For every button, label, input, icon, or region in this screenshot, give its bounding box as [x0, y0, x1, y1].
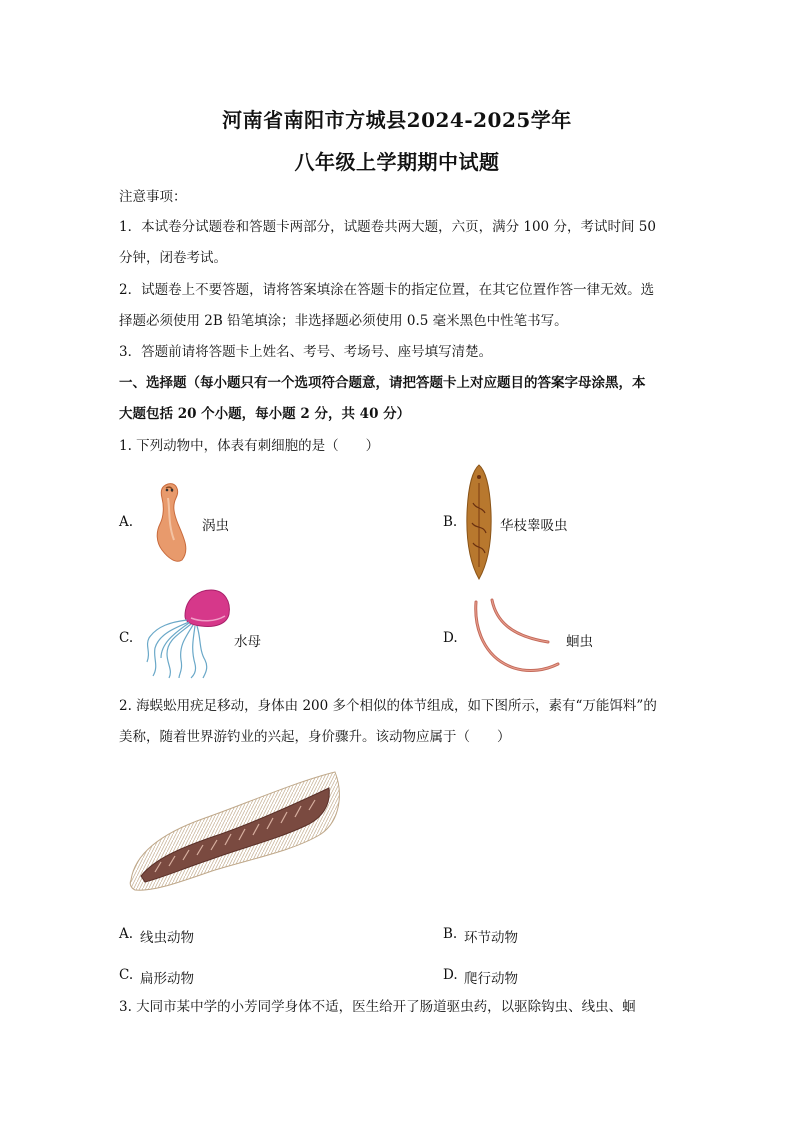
jellyfish-image: [145, 588, 233, 680]
exam-title-line2: 八年级上学期期中试题: [294, 150, 500, 174]
question-2-stem-cont: 美称，随着世界游钓业的兴起，身价骤升。该动物应属于（ ）: [119, 729, 511, 745]
q2-option-d-letter: D.: [443, 967, 458, 983]
q1-option-b-letter: B.: [443, 514, 458, 530]
notice-heading: 注意事项：: [119, 189, 187, 205]
q2-option-a-letter: A.: [119, 926, 134, 942]
q2-option-b-letter: B.: [443, 926, 458, 942]
question-1-stem: 1. 下列动物中，体表有刺细胞的是（ ）: [119, 438, 380, 454]
q1-option-d-letter: D.: [443, 630, 458, 646]
q2-option-c-text: 扁形动物: [140, 971, 194, 987]
notice-item-3: 3．答题前请将答题卡上姓名、考号、考场号、座号填写清楚。: [119, 344, 493, 360]
notice-item-1-cont: 分钟，闭卷考试。: [119, 250, 227, 266]
q1-option-c-letter: C.: [119, 630, 134, 646]
q1-option-a-text: 涡虫: [202, 518, 229, 534]
q2-option-a-text: 线虫动物: [140, 930, 194, 946]
planarian-image: [150, 480, 195, 565]
notice-item-2-cont: 择题必须使用 2B 铅笔填涂；非选择题必须使用 0.5 毫米黑色中性笔书写。: [119, 313, 568, 329]
q2-option-d-text: 爬行动物: [464, 971, 518, 987]
sea-centipede-image: [125, 762, 347, 900]
liver-fluke-image: [464, 463, 494, 581]
exam-title-line1: 河南省南阳市方城县2024-2025学年: [222, 108, 572, 132]
q1-option-d-text: 蛔虫: [566, 634, 593, 650]
notice-item-2: 2．试题卷上不要答题，请将答案填涂在答题卡的指定位置，在其它位置作答一律无效。选: [119, 282, 655, 298]
q1-option-a-letter: A.: [119, 514, 134, 530]
q2-option-b-text: 环节动物: [464, 930, 518, 946]
q1-option-c-text: 水母: [234, 634, 261, 650]
question-3-stem: 3. 大同市某中学的小芳同学身体不适，医生给开了肠道驱虫药，以驱除钩虫、线虫、蛔: [119, 999, 636, 1015]
section-heading-cont: 大题包括 20 个小题，每小题 2 分，共 40 分）: [119, 406, 411, 422]
question-2-stem: 2. 海蜈蚣用疣足移动，身体由 200 多个相似的体节组成，如下图所示，素有“万能饵料”的: [119, 698, 657, 714]
section-heading: 一、选择题（每小题只有一个选项符合题意，请把答题卡上对应题目的答案字母涂黑，本: [119, 375, 646, 391]
roundworm-image: [470, 598, 562, 678]
q2-option-c-letter: C.: [119, 967, 134, 983]
q1-option-b-text: 华枝睾吸虫: [500, 518, 568, 534]
notice-item-1: 1．本试卷分试题卷和答题卡两部分，试题卷共两大题，六页，满分 100 分，考试时间 50: [119, 219, 656, 235]
